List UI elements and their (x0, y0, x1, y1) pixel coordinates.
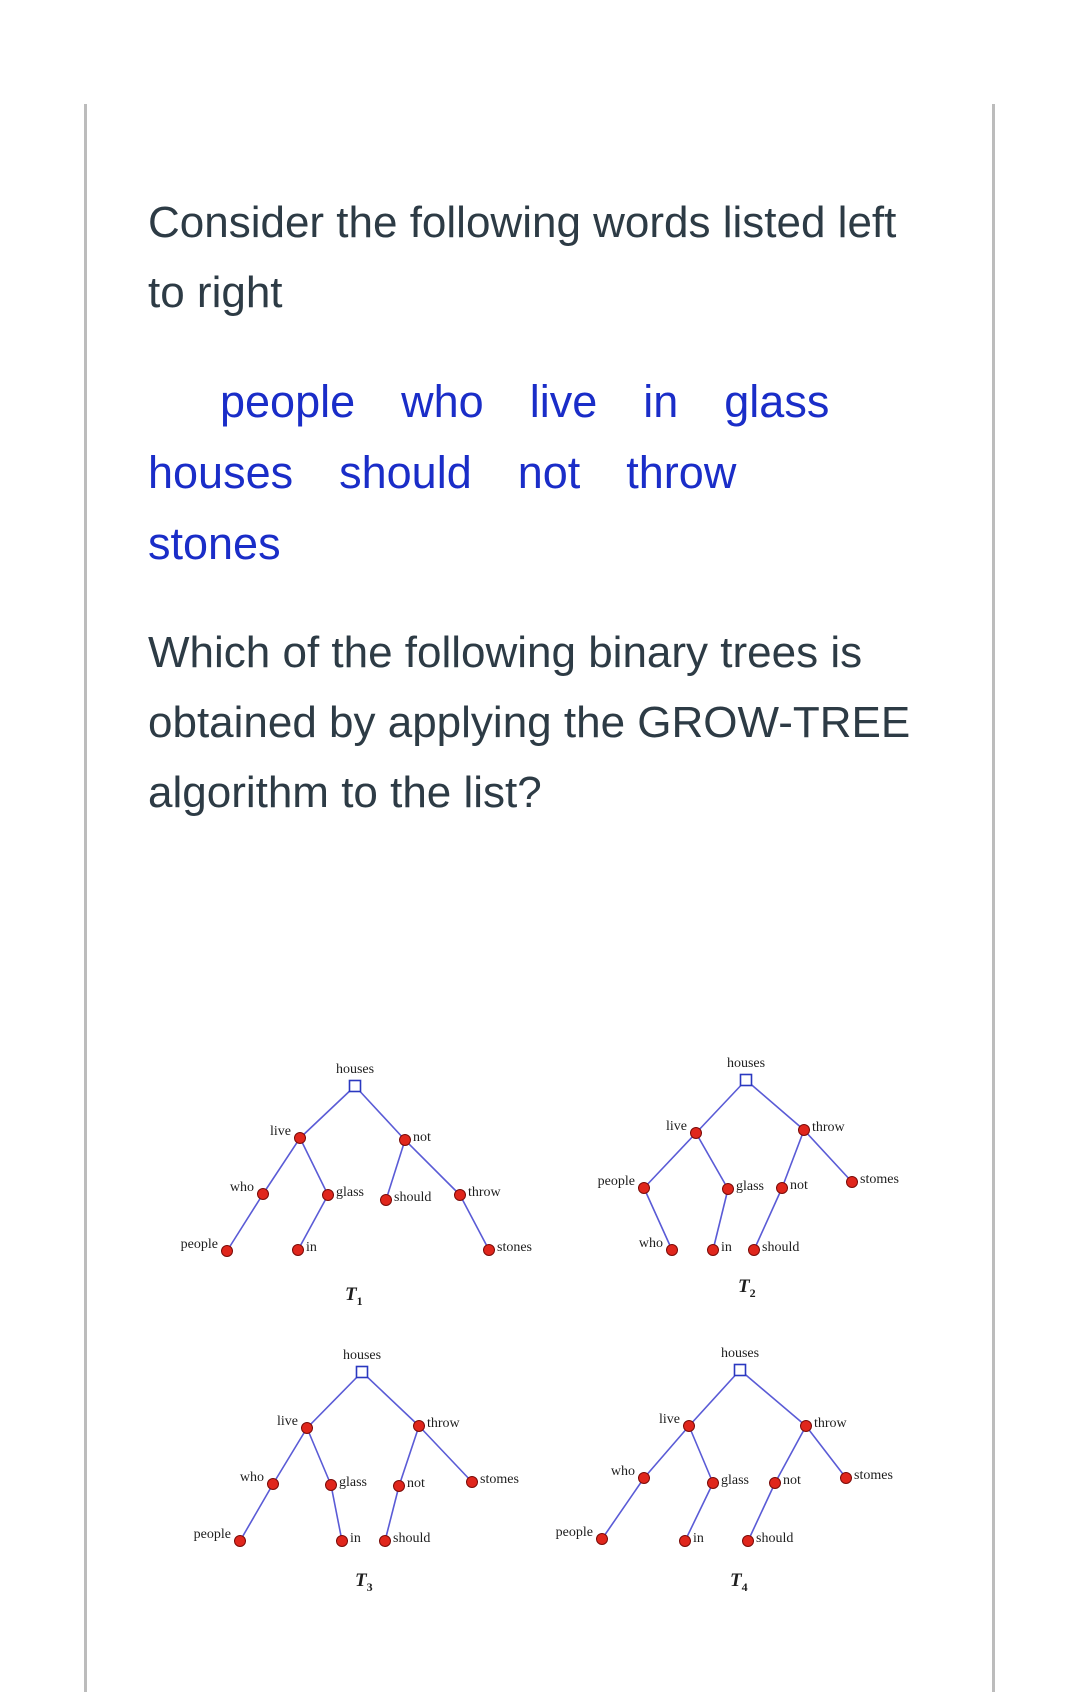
tree-edge (644, 1426, 689, 1478)
binary-trees-figure (0, 1030, 1080, 1630)
tree-node (293, 1245, 304, 1256)
tree-node (381, 1195, 392, 1206)
node-label: not (783, 1473, 801, 1488)
node-label: should (756, 1531, 794, 1546)
tree-edge (355, 1086, 405, 1140)
question-prompt: Which of the following binary trees is obtained by applying the GROW-TREE algorithm to the list? (148, 628, 911, 817)
tree-node (414, 1421, 425, 1432)
node-label: houses (726, 1056, 766, 1071)
tree-node (749, 1245, 760, 1256)
question-intro: Consider the following words listed left to right (148, 198, 897, 317)
tree-edge (307, 1428, 331, 1485)
node-label: people (597, 1174, 635, 1189)
node-label: live (659, 1412, 680, 1427)
tree-edge (405, 1140, 460, 1195)
tree-edge (362, 1372, 419, 1426)
root-node (735, 1365, 746, 1376)
node-label: stomes (860, 1172, 899, 1187)
node-label: who (638, 1236, 663, 1251)
tree-edge (644, 1133, 696, 1188)
tree-node (484, 1245, 495, 1256)
root-node (741, 1075, 752, 1086)
tree-node (597, 1534, 608, 1545)
tree-node (743, 1536, 754, 1547)
tree-1 (181, 1062, 532, 1308)
tree-caption: $T_2$ (738, 1276, 756, 1300)
tree-3 (194, 1348, 519, 1594)
node-label: who (229, 1180, 254, 1195)
tree-node (380, 1536, 391, 1547)
tree-node (801, 1421, 812, 1432)
tree-node (723, 1184, 734, 1195)
word: should (339, 447, 472, 498)
root-node (350, 1081, 361, 1092)
tree-caption: $T_4$ (730, 1570, 748, 1594)
tree-node (235, 1536, 246, 1547)
node-label: houses (720, 1346, 760, 1361)
node-label: people (555, 1525, 593, 1540)
tree-edge (696, 1080, 746, 1133)
tree-node (799, 1125, 810, 1136)
node-label: in (350, 1531, 361, 1546)
tree-node (467, 1477, 478, 1488)
tree-edge (419, 1426, 472, 1482)
tree-edge (746, 1080, 804, 1130)
node-label: live (666, 1119, 687, 1134)
tree-edge (307, 1372, 362, 1428)
tree-edge (263, 1138, 300, 1194)
node-label: not (790, 1178, 808, 1193)
tree-caption: $T_1$ (345, 1284, 363, 1308)
tree-edge (460, 1195, 489, 1250)
node-label: glass (336, 1185, 364, 1200)
tree-node (323, 1190, 334, 1201)
tree-node (639, 1183, 650, 1194)
tree-edge (804, 1130, 852, 1182)
tree-edge (273, 1428, 307, 1484)
node-label: people (180, 1237, 218, 1252)
tree-node (691, 1128, 702, 1139)
tree-edge (227, 1194, 263, 1251)
tree-node (667, 1245, 678, 1256)
tree-node (326, 1480, 337, 1491)
node-label: glass (339, 1475, 367, 1490)
tree-edge (602, 1478, 644, 1539)
tree-node (777, 1183, 788, 1194)
node-label: live (277, 1414, 298, 1429)
tree-node (639, 1473, 650, 1484)
tree-caption: $T_3$ (355, 1570, 373, 1594)
tree-edge (806, 1426, 846, 1478)
node-label: stomes (480, 1472, 519, 1487)
tree-node (841, 1473, 852, 1484)
tree-node (684, 1421, 695, 1432)
node-label: in (306, 1240, 317, 1255)
word: people (220, 376, 356, 427)
node-label: who (610, 1464, 635, 1479)
tree-edge (740, 1370, 806, 1426)
tree-edge (300, 1138, 328, 1195)
tree-node (455, 1190, 466, 1201)
tree-node (708, 1245, 719, 1256)
node-label: throw (812, 1120, 845, 1135)
tree-node (268, 1479, 279, 1490)
node-label: throw (814, 1416, 847, 1431)
root-node (357, 1367, 368, 1378)
tree-node (770, 1478, 781, 1489)
node-label: throw (427, 1416, 460, 1431)
tree-node (680, 1536, 691, 1547)
tree-edge (689, 1370, 740, 1426)
tree-node (258, 1189, 269, 1200)
node-label: glass (736, 1179, 764, 1194)
node-label: in (721, 1240, 732, 1255)
tree-edge (331, 1485, 342, 1541)
word: throw (626, 447, 737, 498)
node-label: houses (335, 1062, 375, 1077)
word: who (401, 376, 484, 427)
tree-node (394, 1481, 405, 1492)
word: not (517, 447, 581, 498)
node-label: people (193, 1527, 231, 1542)
word: in (643, 376, 679, 427)
word: glass (724, 376, 830, 427)
tree-node (708, 1478, 719, 1489)
node-label: should (762, 1240, 800, 1255)
node-label: throw (468, 1185, 501, 1200)
tree-edge (696, 1133, 728, 1189)
tree-node (222, 1246, 233, 1257)
tree-4 (556, 1346, 893, 1594)
tree-edge (240, 1484, 273, 1541)
word-list (148, 366, 938, 579)
tree-edge (300, 1086, 355, 1138)
node-label: in (693, 1531, 704, 1546)
node-label: should (393, 1531, 431, 1546)
node-label: who (239, 1470, 264, 1485)
node-label: glass (721, 1473, 749, 1488)
tree-edge (689, 1426, 713, 1483)
node-label: houses (342, 1348, 382, 1363)
tree-node (295, 1133, 306, 1144)
tree-node (847, 1177, 858, 1188)
tree-node (302, 1423, 313, 1434)
word: stones (148, 518, 281, 569)
tree-node (337, 1536, 348, 1547)
node-label: not (407, 1476, 425, 1491)
word: houses (148, 447, 294, 498)
node-label: stones (497, 1240, 532, 1255)
tree-node (400, 1135, 411, 1146)
word: live (529, 376, 598, 427)
node-label: not (413, 1130, 431, 1145)
node-label: should (394, 1190, 432, 1205)
node-label: live (270, 1124, 291, 1139)
tree-2 (598, 1056, 899, 1300)
node-label: stomes (854, 1468, 893, 1483)
